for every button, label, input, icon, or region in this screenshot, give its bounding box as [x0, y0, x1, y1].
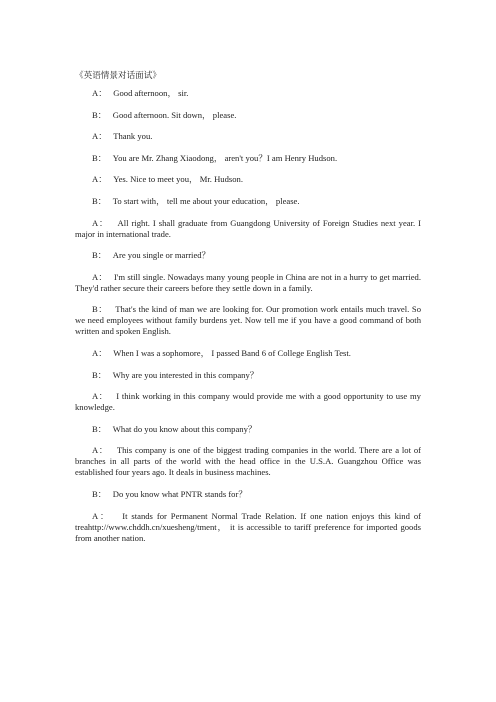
speaker-label: B： — [92, 304, 108, 315]
dialogue-line — [75, 370, 421, 381]
dialogue-line — [75, 196, 421, 207]
dialogue-body — [75, 88, 421, 544]
speaker-label: A： — [92, 217, 109, 228]
utterance-text: This company is one of the biggest trading companies in the world. There are a lot of branches in all parts of the world with the head office in the U.S.A. Guangzhou Office was established four years ago. It deals in business machines. — [75, 445, 422, 478]
speaker-label: A： — [92, 88, 107, 98]
utterance-text: All right. I shall graduate from Guangdong University of Foreign Studies next year. I major in international trade. — [75, 217, 421, 239]
dialogue-line — [75, 250, 421, 261]
utterance-text: Do you know what PNTR stands for？ — [112, 488, 247, 499]
dialogue-line — [75, 110, 421, 121]
dialogue-line — [75, 424, 421, 435]
speaker-label: A： — [92, 510, 111, 521]
speaker-label: B： — [92, 109, 107, 120]
speaker-label: A： — [92, 445, 109, 456]
document-title: 《英语情景对话面试》 — [75, 70, 161, 80]
dialogue-line — [75, 348, 421, 359]
speaker-label: B： — [92, 152, 107, 163]
speaker-label: B： — [92, 423, 107, 434]
utterance-text: You are Mr. Zhang Xiaodong， aren't you？I am Henry Hudson. — [112, 152, 338, 163]
dialogue-line — [75, 511, 421, 544]
dialogue-line — [75, 174, 421, 185]
utterance-text: Are you single or married？ — [112, 250, 211, 261]
speaker-label: A： — [92, 271, 108, 282]
speaker-label: B： — [92, 250, 107, 261]
dialogue-line — [75, 304, 421, 337]
speaker-label: B： — [92, 488, 107, 499]
utterance-text: Thank you. — [113, 131, 153, 142]
dialogue-line — [75, 131, 421, 142]
utterance-text: I think working in this company would provide me with a good opportunity to use my knowledge. — [75, 391, 421, 413]
utterance-text: I'm still single. Nowadays many young people in China are not in a hurry to get married. They'd rather secure their careers before they settle down in a family. — [75, 271, 421, 293]
utterance-text: That's the kind of man we are looking for. Our promotion work entails much travel. So we need employees without family burdens yet. Now tell me if you have a good command of both written and spoken English. — [75, 304, 421, 337]
dialogue-line — [75, 445, 421, 478]
speaker-label: A： — [92, 347, 107, 358]
speaker-label: B： — [92, 195, 107, 206]
utterance-text: Why are you interested in this company？ — [112, 369, 259, 380]
speaker-label: A： — [92, 131, 107, 142]
utterance-text: It stands for Permanent Normal Trade Relation. If one nation enjoys this kind of treahttp://www.chddh.cn/xuesheng/tment， it is accessible to tariff preference for imported goods from another nation. — [75, 510, 421, 543]
utterance-text: Yes. Nice to meet you， Mr. Hudson. — [113, 174, 243, 185]
speaker-label: B： — [92, 369, 107, 380]
dialogue-line — [75, 391, 421, 413]
dialogue-line — [75, 88, 421, 99]
dialogue-line — [75, 218, 421, 240]
dialogue-line — [75, 153, 421, 164]
utterance-text: Good afternoon. Sit down， please. — [112, 109, 237, 120]
speaker-label: A： — [92, 391, 108, 402]
utterance-text: Good afternoon， sir. — [113, 88, 189, 98]
utterance-text: What do you know about this company？ — [112, 423, 257, 434]
dialogue-line — [75, 272, 421, 294]
utterance-text: To start with， tell me about your education， please. — [112, 195, 300, 206]
speaker-label: A： — [92, 174, 107, 185]
utterance-text: When I was a sophomore， I passed Band 6 of College English Test. — [113, 347, 351, 358]
dialogue-line — [75, 489, 421, 500]
